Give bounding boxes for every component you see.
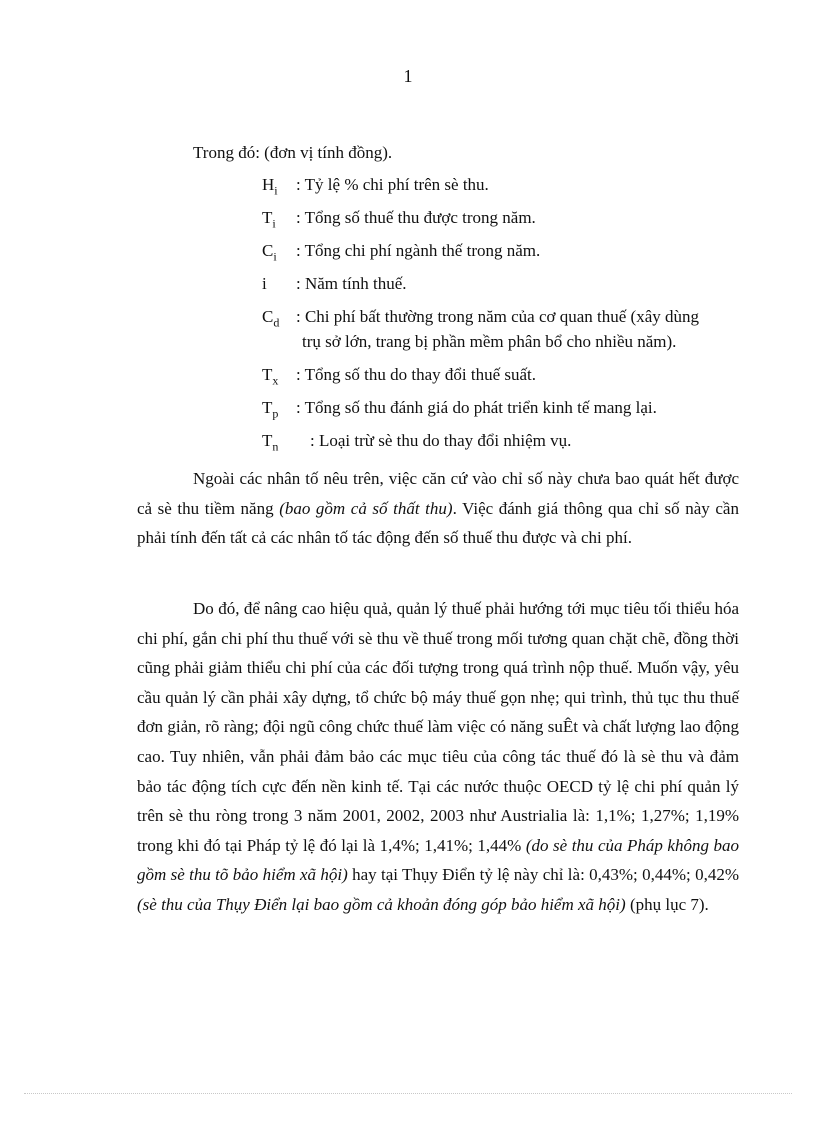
definition-text: : Tổng chi phí ngành thế trong năm. xyxy=(296,241,541,260)
definition-text: : Loại trừ sè thu do thay đổi nhiệm vụ. xyxy=(310,431,572,450)
symbol: $T_n$ xyxy=(262,431,279,454)
paragraph-1: Ngoài các nhân tố nêu trên, việc căn cứ vào chỉ số này chưa bao quát hết được cả sè thu tiềm năng (bao gồm cả số thất thu). Việc đánh giá thông qua chỉ số này cần phải tính đến tất cả các nhân tố tác động đến số thuế thu được và chi phí. xyxy=(137,469,739,548)
symbol: $T_x$ xyxy=(262,365,279,388)
page-footer-divider xyxy=(24,1093,792,1094)
symbol: $C_d$ xyxy=(262,307,280,330)
symbol: i xyxy=(262,274,267,293)
definition-text: : Năm tính thuế. xyxy=(296,274,407,293)
definition-text: : Tổng số thuế thu được trong năm. xyxy=(296,208,536,227)
definition-text: : Chi phí bất thường trong năm của cơ quan thuế (xây dùng trụ sở lớn, trang bị phần mềm phân bổ cho nhiều năm). xyxy=(296,307,700,351)
symbol: $C_i$ xyxy=(262,241,277,264)
page-number: 1 xyxy=(403,66,413,86)
definition-row xyxy=(262,304,742,362)
definition-text: : Tỷ lệ % chi phí trên sè thu. xyxy=(296,175,489,194)
definition-list xyxy=(262,172,742,461)
definition-text: : Tổng số thu do thay đổi thuế suất. xyxy=(296,365,537,384)
definition-row xyxy=(262,205,742,238)
definition-row xyxy=(262,238,742,271)
symbol: $T_i$ xyxy=(262,208,276,231)
symbol: $H_i$ xyxy=(262,175,278,198)
definition-row xyxy=(262,172,742,205)
definition-text: : Tổng số thu đánh giá do phát triển kinh tế mang lại. xyxy=(296,398,657,417)
definition-row xyxy=(262,428,742,461)
definition-row xyxy=(262,271,742,304)
paragraph-2: Do đó, để nâng cao hiệu quả, quản lý thuế phải hướng tới mục tiêu tối thiểu hóa chi phí, gắn chi phí thu thuế với sè thu về thuế trong mối tương quan chặt chẽ, đồng thời cũng phải giảm thiểu chi phí của các đối tượng trong quá trình nộp thuế. Muốn vậy, yêu cầu quản lý cần phải xây dựng, tổ chức bộ máy thuế gọn nhẹ; qui trình, thủ tục thu thuế đơn giản, rõ ràng; đội ngũ công chức thuế làm việc có năng suÊt và chất lượng lao động cao. Tuy nhiên, vẫn phải đảm bảo các mục tiêu của công tác thuế đó là sè thu và đảm bảo tác động tích cực đến nền kinh tế. Tại các nước thuộc OECD tỷ lệ chi phí quản lý trên sè thu ròng trong 3 năm 2001, 2002, 2003 như Austrialia là: 1,1%; 1,27%; 1,19% trong khi đó tại Pháp tỷ lệ đó lại là 1,4%; 1,41%; 1,44% (do sè thu của Pháp không bao gồm sè thu tõ bảo hiểm xã hội) hay tại Thụy Điển tỷ lệ này chỉ là: 0,43%; 0,44%; 0,42% (sè thu của Thụy Điển lại bao gồm cả khoản đóng góp bảo hiểm xã hội) (phụ lục 7). xyxy=(137,599,740,914)
definition-row xyxy=(262,395,742,428)
definition-row xyxy=(262,362,742,395)
symbol: $T_p$ xyxy=(262,398,279,421)
intro-line: Trong đó: (đơn vị tính đồng). xyxy=(193,143,393,162)
